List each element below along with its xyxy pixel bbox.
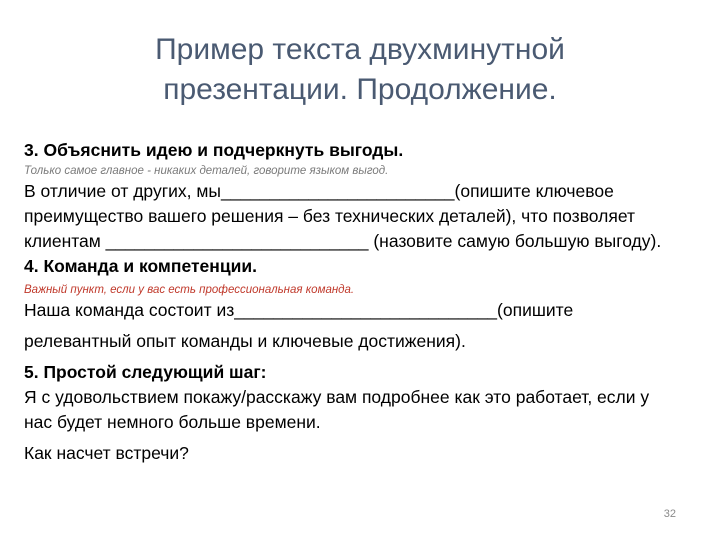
section-3-line-2: преимущество вашего решения – без технических деталей), что позволяет (24, 206, 636, 226)
section-3-line-3: клиентам ___________________________ (назовите самую большую выгоду). (24, 231, 662, 251)
section-5-line-3: Как насчет встречи? (24, 443, 189, 463)
title-line-1: Пример текста двухминутной (155, 33, 565, 66)
section-4-note: Важный пункт, если у вас есть профессиональная команда. (24, 284, 355, 296)
section-3-line-1: В отличие от других, мы________________________(опишите ключевое (24, 181, 614, 201)
section-4-heading: 4. Команда и компетенции. (24, 256, 257, 276)
section-5-line-2: нас будет немного больше времени. (24, 412, 321, 432)
section-3-heading: 3. Объяснить идею и подчеркнуть выгоды. (24, 140, 404, 160)
section-3-note: Только самое главное - никаких деталей, говорите языком выгод. (24, 165, 389, 177)
section-5-heading: 5. Простой следующий шаг: (24, 362, 267, 382)
page-number: 32 (663, 508, 676, 520)
slide-body (24, 138, 696, 466)
section-5-line-1: Я с удовольствием покажу/расскажу вам подробнее как это работает, если у (24, 387, 650, 407)
title-line-2: презентации. Продолжение. (163, 73, 557, 106)
section-4-line-1: Наша команда состоит из___________________________(опишите (24, 300, 574, 320)
section-4-line-2: релевантный опыт команды и ключевые достижения). (24, 331, 466, 351)
slide-title (60, 30, 660, 110)
